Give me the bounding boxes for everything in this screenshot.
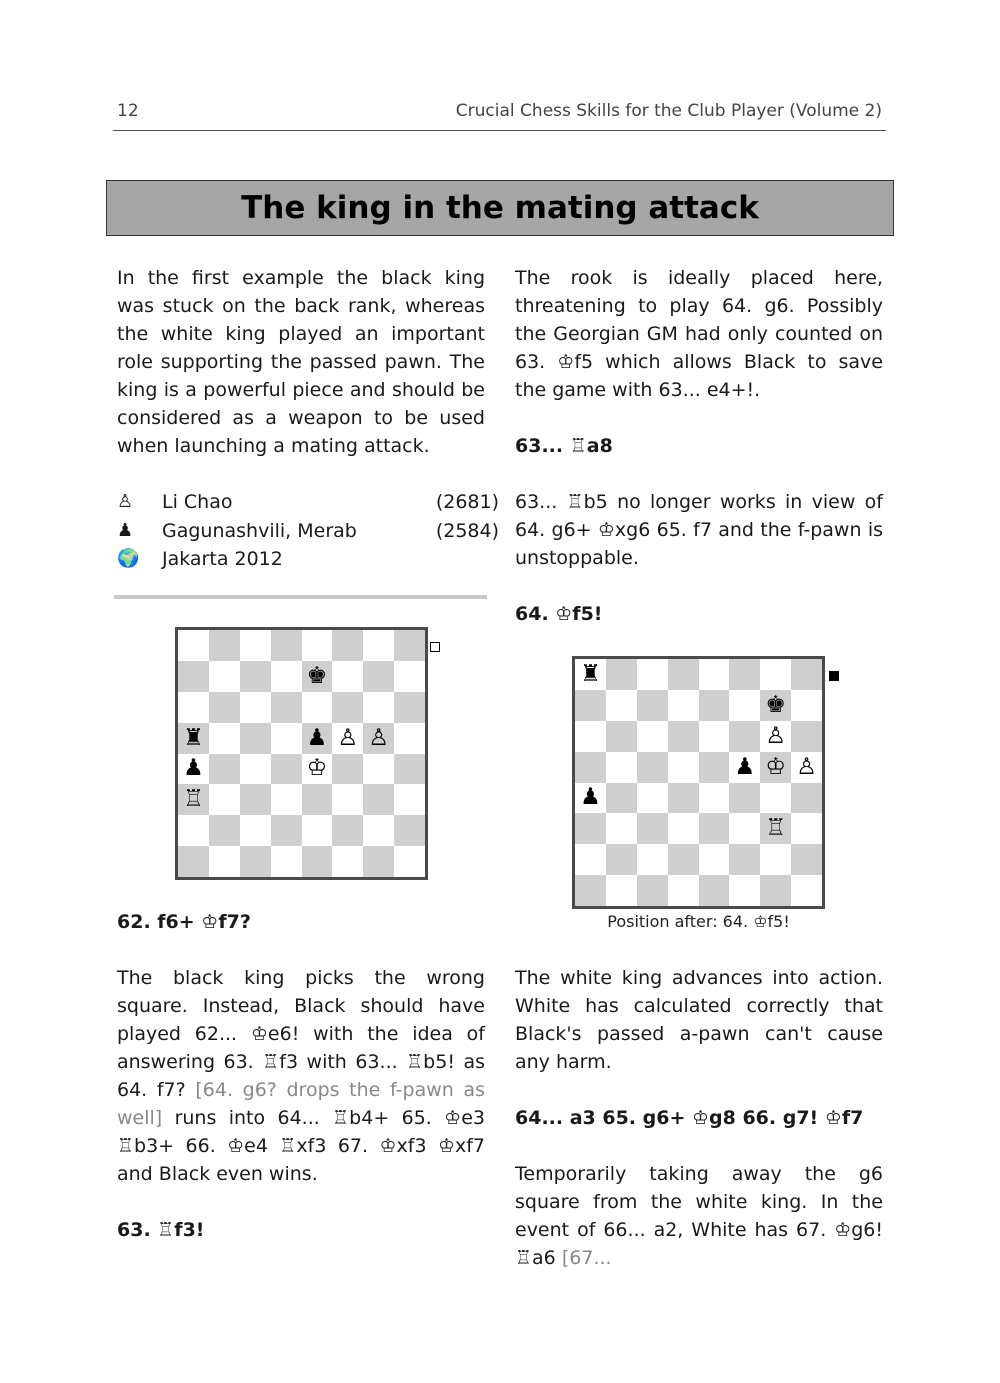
black-to-move-icon	[829, 671, 839, 681]
board-square	[240, 723, 271, 754]
board-square	[760, 690, 791, 721]
board-square	[178, 754, 209, 785]
board-square	[637, 752, 668, 783]
board-square	[240, 754, 271, 785]
board-square	[791, 813, 822, 844]
board-square	[240, 784, 271, 815]
board-square	[302, 692, 333, 723]
board-square	[760, 875, 791, 906]
board-square	[637, 783, 668, 814]
board-square	[668, 783, 699, 814]
board-square	[606, 844, 637, 875]
board-square	[729, 844, 760, 875]
page-number: 12	[117, 101, 139, 121]
player-rating: (2584)	[435, 519, 499, 542]
board-square	[668, 721, 699, 752]
chess-diagram-1	[175, 627, 428, 880]
white-rook-icon: ♖	[765, 815, 786, 842]
board-square	[271, 630, 302, 661]
board-square	[668, 844, 699, 875]
rook-b5-paragraph: 63... ♖b5 no longer works in view of 64. g6+ ♔xg6 65. f7 and the f-pawn is unstoppable.	[515, 491, 883, 569]
white-pawn-icon: ♙	[368, 724, 389, 751]
board-square	[668, 875, 699, 906]
board-square	[575, 844, 606, 875]
board-square	[363, 630, 394, 661]
board-square	[363, 692, 394, 723]
board-square	[394, 846, 425, 877]
analysis-variation: [64. g6? drops the f-pawn as well]	[117, 1079, 485, 1129]
board-square	[575, 783, 606, 814]
board-square	[668, 752, 699, 783]
board-square	[699, 813, 730, 844]
board-square	[271, 815, 302, 846]
board-square	[332, 661, 363, 692]
board-square	[209, 815, 240, 846]
g6-square-paragraph	[515, 1160, 883, 1272]
board-square	[302, 846, 333, 877]
board-square	[760, 783, 791, 814]
board-square	[729, 690, 760, 721]
board-square	[791, 752, 822, 783]
right-lower-block	[515, 964, 883, 1272]
board-square	[791, 844, 822, 875]
board-square	[699, 659, 730, 690]
board-square	[332, 815, 363, 846]
move-63-black: 63... ♖a8	[515, 435, 613, 457]
board-square	[575, 875, 606, 906]
board-square	[699, 875, 730, 906]
board-square	[363, 784, 394, 815]
black-pawn-icon: ♟	[734, 753, 756, 780]
game-info	[117, 488, 499, 574]
board-square	[606, 752, 637, 783]
intro-paragraph: In the first example the black king was stuck on the back rank, whereas the white king played an important role supporting the passed pawn. The king is a powerful piece and should be considered as a weapon to be used when launching a mating attack.	[117, 267, 485, 457]
board-square	[240, 846, 271, 877]
move-62: 62. f6+ ♔f7?	[117, 911, 251, 933]
board-square	[637, 659, 668, 690]
white-pawn-icon: ♙	[765, 722, 786, 749]
board-square	[637, 721, 668, 752]
board-square	[606, 783, 637, 814]
board-square	[791, 721, 822, 752]
g6-variation: [67...	[561, 1247, 612, 1269]
board-square	[729, 659, 760, 690]
white-pawn-icon: ♙	[117, 491, 134, 512]
board-square	[271, 723, 302, 754]
board-square	[209, 692, 240, 723]
board-square	[240, 661, 271, 692]
board-square	[332, 723, 363, 754]
board-square	[760, 659, 791, 690]
chess-diagram-2	[572, 656, 825, 909]
board-square	[209, 846, 240, 877]
board-square	[271, 692, 302, 723]
board-square	[760, 844, 791, 875]
board-square	[209, 784, 240, 815]
move-64: 64. ♔f5!	[515, 603, 603, 625]
board-square	[209, 630, 240, 661]
black-king-icon: ♚	[765, 691, 786, 718]
board-square	[271, 754, 302, 785]
board-square	[394, 784, 425, 815]
black-rook-icon: ♜	[183, 724, 204, 751]
diagram-caption: Position after: 64. ♔f5!	[607, 912, 790, 931]
black-pawn-icon: ♟	[306, 724, 328, 751]
board-square	[240, 630, 271, 661]
board-square	[575, 659, 606, 690]
left-intro-block	[117, 264, 485, 460]
board-square	[791, 690, 822, 721]
event-row	[117, 545, 499, 574]
board-square	[271, 784, 302, 815]
board-square	[302, 630, 333, 661]
player-name: Li Chao	[162, 491, 233, 513]
board-square	[240, 815, 271, 846]
section-title: The king in the mating attack	[241, 190, 759, 226]
board-square	[668, 690, 699, 721]
white-pawn-icon: ♙	[337, 724, 359, 751]
board-square	[606, 875, 637, 906]
board-square	[606, 721, 637, 752]
board-square	[791, 659, 822, 690]
board-square	[606, 813, 637, 844]
white-to-move-icon	[430, 642, 440, 652]
board-square	[606, 659, 637, 690]
board-square	[606, 690, 637, 721]
board-square	[332, 692, 363, 723]
black-pawn-icon: ♟	[580, 784, 601, 811]
analysis-text-b: runs into 64... ♖b4+ 65. ♔e3 ♖b3+ 66. ♔e4 ♖xf3 67. ♔xf3 ♔xf7 and Black even wins.	[117, 1107, 485, 1185]
event-name: Jakarta 2012	[162, 548, 283, 570]
board-square	[363, 846, 394, 877]
board-square	[699, 721, 730, 752]
board-square	[302, 754, 333, 785]
board-square	[699, 844, 730, 875]
board-square	[209, 723, 240, 754]
analysis-paragraph	[117, 964, 485, 1188]
board-square	[637, 875, 668, 906]
board-square	[668, 813, 699, 844]
board-square	[178, 846, 209, 877]
board-square	[394, 661, 425, 692]
board-square	[729, 752, 760, 783]
player-name: Gagunashvili, Merab	[162, 519, 357, 542]
board-square	[699, 783, 730, 814]
board-square	[729, 783, 760, 814]
board-square	[363, 754, 394, 785]
board-square	[363, 815, 394, 846]
board-square	[394, 692, 425, 723]
white-rook-icon: ♖	[183, 786, 204, 813]
board-square	[178, 692, 209, 723]
player-rating: (2681)	[435, 491, 499, 513]
board-square	[302, 661, 333, 692]
left-lower-block	[117, 908, 485, 1244]
board-square	[668, 659, 699, 690]
analysis-text-a: The black king picks the wrong square. Instead, Black should have played 62... ♔e6! with the idea of answering 63. ♖f3 with 63... ♖b5! as 64. f7?	[117, 967, 485, 1101]
board-square	[575, 752, 606, 783]
player-row-black	[117, 517, 499, 546]
black-king-icon: ♚	[306, 662, 328, 689]
board-square	[575, 813, 606, 844]
right-upper-block	[515, 264, 883, 628]
board-square	[575, 690, 606, 721]
board-square	[637, 813, 668, 844]
board-square	[394, 630, 425, 661]
board-square	[240, 692, 271, 723]
board-square	[637, 844, 668, 875]
king-advance-paragraph: The white king advances into action. White has calculated correctly that Black's passed a-pawn can't cause any harm.	[515, 967, 883, 1073]
section-title-bar	[106, 180, 894, 236]
board-square	[637, 690, 668, 721]
white-king-icon: ♔	[765, 753, 786, 780]
board-square	[178, 723, 209, 754]
board-square	[760, 752, 791, 783]
board-square	[394, 815, 425, 846]
board-square	[791, 875, 822, 906]
black-pawn-icon: ♟	[183, 755, 204, 782]
board-square	[302, 815, 333, 846]
board-square	[729, 875, 760, 906]
board-square	[332, 846, 363, 877]
board-square	[729, 813, 760, 844]
board-square	[394, 754, 425, 785]
move-64-black: 64... a3 65. g6+ ♔g8 66. g7! ♔f7	[515, 1107, 864, 1129]
black-rook-icon: ♜	[580, 660, 601, 687]
board-square	[729, 721, 760, 752]
board-square	[271, 846, 302, 877]
board-square	[575, 721, 606, 752]
board-square	[760, 721, 791, 752]
board-square	[209, 754, 240, 785]
globe-icon: 🌍	[117, 548, 140, 569]
black-pawn-icon: ♟	[117, 519, 134, 541]
white-king-icon: ♔	[306, 755, 328, 782]
board-square	[760, 813, 791, 844]
white-pawn-icon: ♙	[796, 753, 817, 780]
board-square	[699, 752, 730, 783]
board-square	[178, 630, 209, 661]
board-square	[178, 661, 209, 692]
board-square	[699, 690, 730, 721]
board-square	[271, 661, 302, 692]
player-row-white	[117, 488, 499, 517]
board-square	[332, 754, 363, 785]
board-square	[394, 723, 425, 754]
rook-paragraph: The rook is ideally placed here, threatening to play 64. g6. Possibly the Georgian GM had only counted on 63. ♔f5 which allows Black to save the game with 63... e4+!.	[515, 267, 883, 401]
board-square	[332, 630, 363, 661]
board-square	[302, 784, 333, 815]
move-63: 63. ♖f3!	[117, 1219, 205, 1241]
board-square	[302, 723, 333, 754]
board-square	[791, 783, 822, 814]
separator-bar	[114, 595, 487, 599]
running-header: Crucial Chess Skills for the Club Player (Volume 2)	[455, 101, 882, 121]
board-square	[178, 815, 209, 846]
board-square	[178, 784, 209, 815]
board-square	[332, 784, 363, 815]
board-square	[363, 723, 394, 754]
g6-text: Temporarily taking away the g6 square from the white king. In the event of 66... a2, White has 67. ♔g6! ♖a6	[515, 1163, 883, 1269]
board-square	[209, 661, 240, 692]
board-square	[363, 661, 394, 692]
header-rule	[113, 130, 886, 131]
